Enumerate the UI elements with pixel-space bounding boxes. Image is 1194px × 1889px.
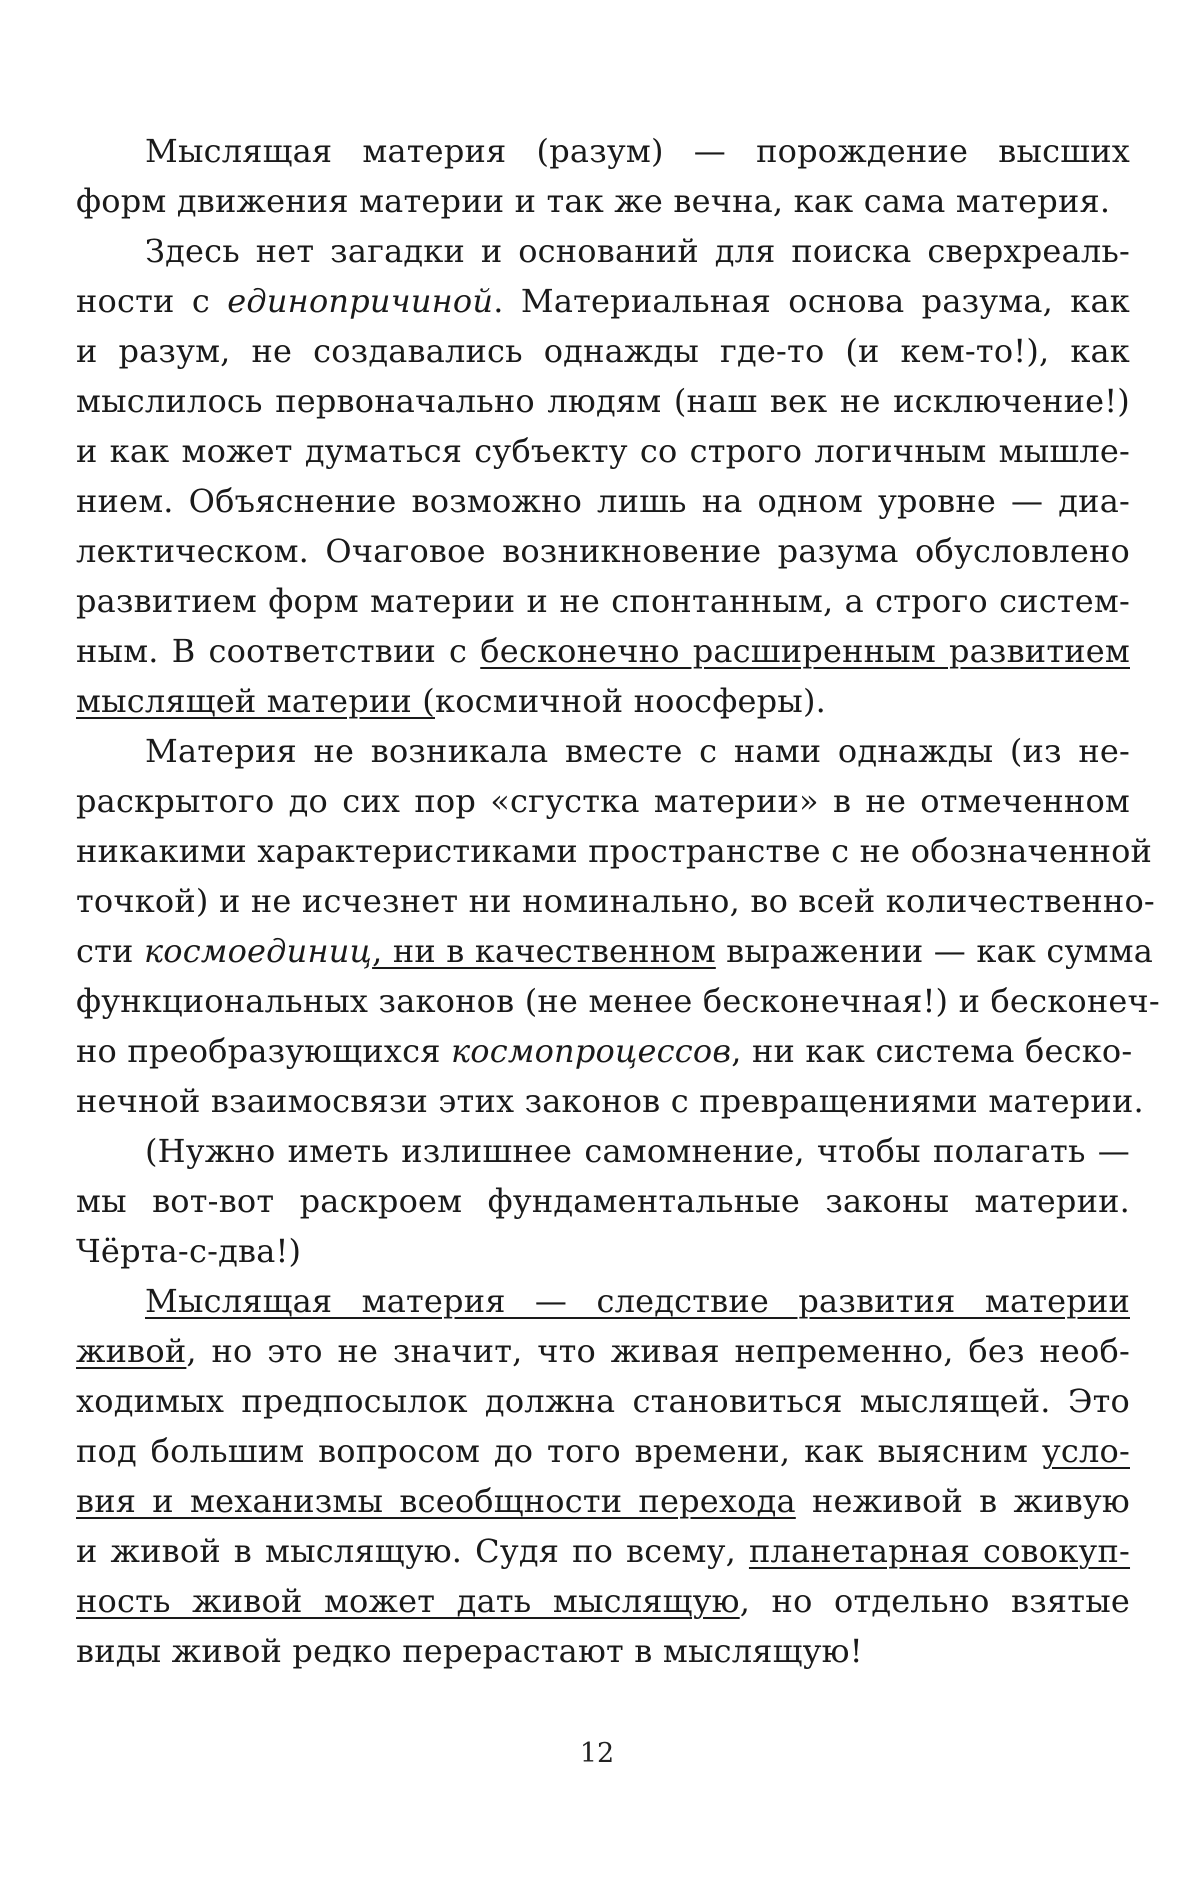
text-line: ным. В соответствии с бесконечно расширенным развитием bbox=[76, 632, 1130, 670]
page-number: 12 bbox=[579, 1738, 615, 1769]
text-line: ходимых предпосылок должна становиться мыслящей. Это bbox=[76, 1382, 1130, 1420]
underlined-phrase: вия и механизмы всеобщности перехода bbox=[76, 1482, 796, 1520]
text-line: ность живой может дать мыслящую, но отдельно взятые bbox=[76, 1582, 1131, 1620]
underlined-phrase: мыслящей материи ( bbox=[76, 682, 435, 720]
text-line: лектическом. Очаговое возникновение разума обусловлено bbox=[76, 532, 1130, 570]
text-line bbox=[76, 1276, 1130, 1326]
text-line: мыслящей материи (космичной ноосферы). bbox=[76, 682, 827, 720]
text-line: ности с единопричиной. Материальная основа разума, как bbox=[76, 282, 1130, 320]
underlined-phrase: бесконечно расширенным развитием bbox=[480, 632, 1130, 670]
text-line: но преобразующихся космопроцессов, ни как система беско- bbox=[76, 1032, 1133, 1070]
text-line: вия и механизмы всеобщности перехода неживой в живую bbox=[76, 1482, 1130, 1520]
text-line: раскрытого до сих пор «сгустка материи» в не отмеченном bbox=[76, 782, 1130, 820]
underlined-phrase: , ни в качественном bbox=[372, 932, 716, 970]
text-line: мыслилось первоначально людям (наш век не исключение!) bbox=[76, 382, 1130, 420]
text-line: Материя не возникала вместе с нами однажды (из не- bbox=[145, 732, 1130, 770]
underlined-phrase: планетарная совокуп- bbox=[748, 1532, 1131, 1570]
underlined-phrase: Мыслящая материя — следствие развития материи bbox=[145, 1282, 1130, 1320]
page-text bbox=[76, 126, 1160, 1676]
text-line: и живой в мыслящую. Судя по всему, планетарная совокуп- bbox=[76, 1532, 1131, 1570]
underlined-phrase: живой bbox=[76, 1332, 187, 1370]
text-line: виды живой редко перерастают в мыслящую! bbox=[76, 1632, 863, 1670]
italic-term: космоединиц bbox=[143, 932, 373, 970]
text-line: и как может думаться субъекту со строго логичным мышле- bbox=[76, 432, 1130, 470]
italic-term: единопричиной bbox=[227, 282, 494, 320]
italic-term: космопроцессов bbox=[450, 1032, 732, 1070]
underlined-phrase: ность живой может дать мыслящую bbox=[76, 1582, 740, 1620]
text-line: форм движения материи и так же вечна, как сама материя. bbox=[76, 182, 1111, 220]
text-line: никакими характеристиками пространстве с не обозначенной bbox=[76, 832, 1153, 870]
text-line: точкой) и не исчезнет ни номинально, во всей количественно- bbox=[76, 882, 1155, 920]
text-line: Мыслящая материя (разум) — порождение высших bbox=[145, 132, 1130, 170]
text-line: (Нужно иметь излишнее самомнение, чтобы полагать — bbox=[145, 1132, 1130, 1170]
text-line: мы вот-вот раскроем фундаментальные законы материи. bbox=[76, 1182, 1130, 1220]
text-line: нием. Объяснение возможно лишь на одном уровне — диа- bbox=[76, 482, 1130, 520]
text-line: под большим вопросом до того времени, как выясним усло- bbox=[76, 1432, 1130, 1470]
underlined-phrase: усло- bbox=[1041, 1432, 1130, 1470]
text-line: живой, но это не значит, что живая непременно, без необ- bbox=[76, 1332, 1130, 1370]
text-line: нечной взаимосвязи этих законов с превращениями материи. bbox=[76, 1082, 1144, 1120]
text-line: развитием форм материи и не спонтанным, а строго систем- bbox=[76, 582, 1130, 620]
text-line: и разум, не создавались однажды где-то (и кем-то!), как bbox=[76, 332, 1130, 370]
text-line: Здесь нет загадки и оснований для поиска сверхреаль- bbox=[145, 232, 1130, 270]
text-line: Чёрта-с-два!) bbox=[76, 1232, 302, 1270]
text-line: сти космоединиц, ни в качественном выражении — как сумма bbox=[76, 932, 1153, 970]
text-line: функциональных законов (не менее бесконечная!) и бесконеч- bbox=[76, 982, 1160, 1020]
